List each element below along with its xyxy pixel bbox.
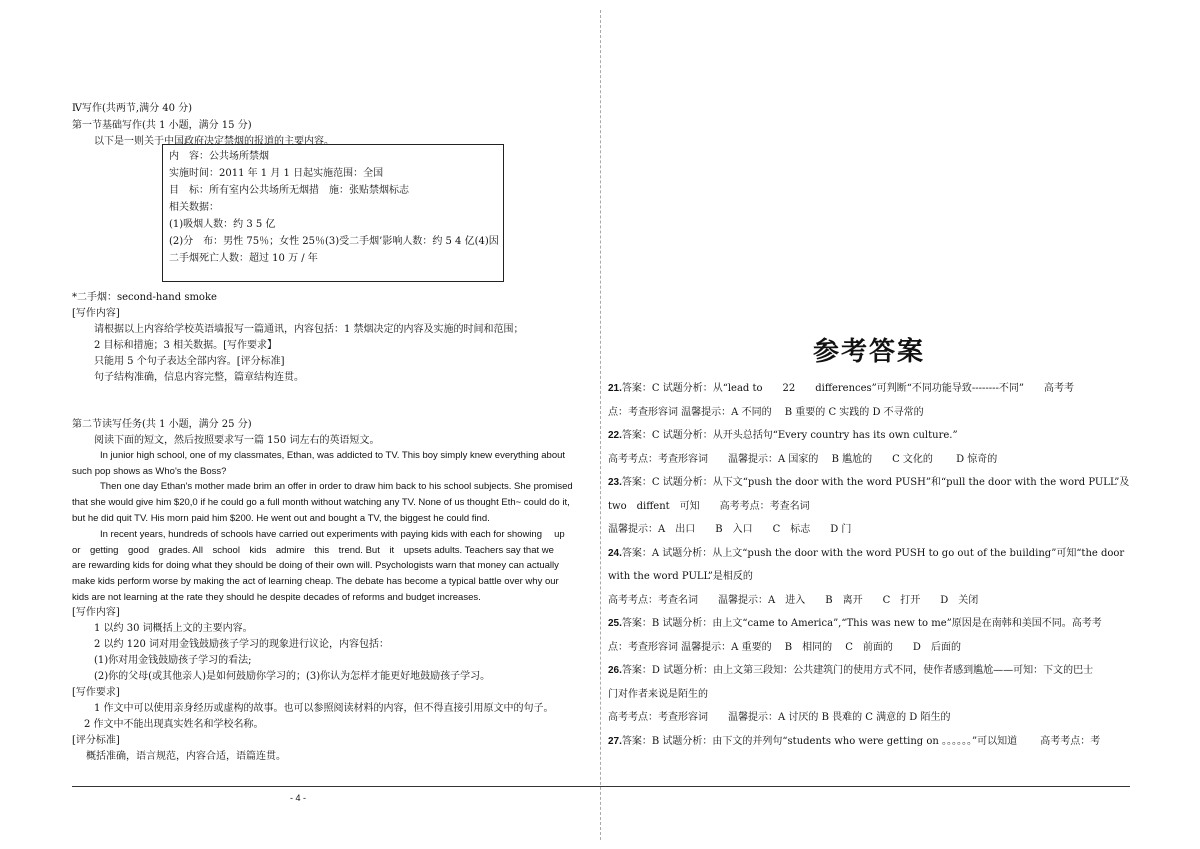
answer-text: 高考考点：考查形容词 温馨提示：A 国家的 B 尴尬的 C 文化的 D 惊奇的 bbox=[608, 453, 998, 465]
answer-text: 答案：C 试题分析：从“lead to 22 differences”可判断“不同功能导致--------不同” 高考考 bbox=[621, 383, 1075, 394]
scoring-line: 概括准确，语言规范，内容合适，语篇连贯。 bbox=[86, 751, 286, 762]
answer-line bbox=[608, 612, 1130, 635]
answer-text: 高考考点：考查名词 温馨提示：A 进入 B 离开 C 打开 D 关闭 bbox=[608, 594, 979, 606]
page-number: - 4 - bbox=[290, 793, 307, 803]
footnote: *二手烟：second-hand smoke bbox=[72, 292, 217, 303]
answer-text: 答案：B 试题分析：由上文“came to America”,“This was new to me”原因是在南韩和美国不同。高考考 bbox=[621, 618, 1102, 629]
passage-line: such pop shows as Who's the Boss? bbox=[72, 466, 227, 477]
box-line: 实施时间：2011 年 1 月 1 日起实施范围：全国 bbox=[169, 168, 384, 179]
passage-line: In junior high school, one of my classmates, Ethan, was addicted to TV. This boy simply knew everything about bbox=[100, 450, 566, 461]
answer-line bbox=[608, 589, 1130, 612]
requirement-line: 2 作文中不能出现真实姓名和学校名称。 bbox=[84, 719, 264, 730]
passage-line: make kids perform worse by making the act of learning cheap. The debate has become a typical battle over why our bbox=[72, 576, 559, 587]
passage-line: In recent years, hundreds of schools have carried out experiments with paying kids with each for showing up bbox=[100, 529, 565, 540]
answer-title: 参考答案 bbox=[812, 337, 925, 367]
column-divider bbox=[600, 10, 601, 840]
answer-line bbox=[608, 565, 1130, 588]
answer-line bbox=[608, 706, 1130, 729]
content-item: 1 以约 30 词概括上文的主要内容。 bbox=[94, 623, 253, 634]
scoring-label: [评分标准] bbox=[72, 735, 120, 746]
box-line: 目 标：所有室内公共场所无烟措 施：张贴禁烟标志 bbox=[169, 185, 409, 196]
content-line: 请根据以上内容给学校英语墙报写一篇通讯，内容包括：1 禁烟决定的内容及实施的时间和范围； bbox=[94, 324, 524, 335]
box-line: 二手烟死亡人数：超过 10 万 / 年 bbox=[169, 253, 318, 264]
content-item: (1)你对用金钱鼓励孩子学习的看法; bbox=[94, 655, 252, 666]
box-line: (1)吸烟人数：约 3 5 亿 bbox=[169, 219, 276, 230]
answer-line bbox=[608, 636, 1130, 659]
passage-line: or getting good grades. All school kids admire this trend. But it upsets adults. Teachers say that we bbox=[72, 545, 554, 556]
answer-text: 点：考查形容词 温馨提示：A 不同的 B 重要的 C 实践的 D 不寻常的 bbox=[608, 406, 924, 418]
answer-number: 23. bbox=[608, 477, 622, 488]
answer-text: 答案：D 试题分析：由上文第三段知：公共建筑门的使用方式不同，使作者感到尴尬——可知：下文的巴士 bbox=[621, 665, 1094, 676]
answer-line bbox=[608, 495, 1130, 518]
answer-number: 24. bbox=[608, 547, 622, 559]
answer-line bbox=[608, 471, 1130, 494]
part2-title: 第二节读写任务(共 1 小题，满分 25 分) bbox=[72, 419, 252, 430]
answer-text: 答案：A 试题分析：从上文“push the door with the word PUSH to go out of the building”可知“the door bbox=[621, 547, 1125, 559]
answer-text: with the word PULL”是相反的 bbox=[608, 571, 753, 582]
answer-line bbox=[608, 401, 1130, 424]
content-item: (2)你的父母(或其他亲人)是如何鼓励你学习的；(3)你认为怎样才能更好地鼓励孩子学习。 bbox=[94, 671, 491, 682]
requirement-line: 1 作文中可以使用亲身经历或虚构的故事。也可以参照阅读材料的内容，但不得直接引用原文中的句子。 bbox=[94, 703, 554, 714]
scoring-line: 句子结构准确，信息内容完整，篇章结构连贯。 bbox=[94, 372, 304, 383]
content-line: 2 目标和措施；3 相关数据。[写作要求】 bbox=[94, 340, 277, 351]
answer-text: 答案：C 试题分析：从下文“push the door with the word PUSH”和“pull the door with the word PULL”及 bbox=[621, 477, 1130, 488]
requirement-label: [写作要求] bbox=[72, 687, 120, 698]
answer-text: two diffent 可知 高考考点：考查名词 bbox=[608, 500, 810, 512]
passage-line: Then one day Ethan's mother made brim an offer in order to draw him back to his school subjects. She promised bbox=[100, 481, 573, 492]
answer-number: 25. bbox=[608, 618, 622, 629]
answer-text: 门对作者来说是陌生的 bbox=[608, 688, 708, 700]
answer-line bbox=[608, 542, 1130, 565]
section-title: Ⅳ写作(共两节,满分 40 分) bbox=[72, 103, 193, 114]
answer-text: 答案：C 试题分析：从开头总括句“Every country has its own culture.” bbox=[621, 430, 958, 441]
part1-title: 第一节基础写作(共 1 小题，满分 15 分) bbox=[72, 120, 252, 131]
passage-line: are rewarding kids for doing what they should be doing of their own will. Psychologists warn that money can actually bbox=[72, 560, 559, 571]
answer-line bbox=[608, 448, 1130, 471]
content-label: [写作内容] bbox=[72, 607, 120, 618]
passage-line: but he did quit TV. His morn paid him $200. He went out and bought a TV, the biggest he could find. bbox=[72, 513, 490, 524]
answer-number: 27. bbox=[608, 735, 622, 747]
answer-number: 21. bbox=[608, 383, 622, 394]
answer-line bbox=[608, 730, 1130, 753]
part2-intro: 阅读下面的短文，然后按照要求写一篇 150 词左右的英语短文。 bbox=[94, 435, 380, 446]
answer-text: 高考考点：考查形容词 温馨提示：A 讨厌的 B 畏难的 C 满意的 D 陌生的 bbox=[608, 712, 951, 723]
answer-line bbox=[608, 518, 1130, 541]
part1-intro: 以下是一则关于中国政府决定禁烟的报道的主要内容。 bbox=[94, 136, 334, 147]
answer-line bbox=[608, 683, 1130, 706]
passage-line: kids are not learning at the rate they should he despite decades of reforms and budget increases. bbox=[72, 592, 481, 603]
answer-line bbox=[608, 377, 1130, 400]
box-line: 相关数据： bbox=[169, 202, 219, 213]
passage-line: that she would give him $20,0 if he could go a full month without watching any TV. None of us thought Eth~ could do it, bbox=[72, 497, 570, 508]
answer-text: 温馨提示：A 出口 B 入口 C 标志 D 门 bbox=[608, 524, 852, 535]
content-label: [写作内容] bbox=[72, 308, 120, 319]
footer-line bbox=[72, 786, 1130, 787]
answer-number: 26. bbox=[608, 665, 622, 676]
answer-line bbox=[608, 659, 1130, 682]
box-line: 内 容：公共场所禁烟 bbox=[169, 151, 269, 162]
answer-number: 22. bbox=[608, 430, 622, 441]
answer-text: 点：考查形容词 温馨提示：A 重要的 B 相同的 C 前面的 D 后面的 bbox=[608, 641, 961, 653]
content-item: 2 以约 120 词对用金钱鼓励孩子学习的现象进行议论，内容包括： bbox=[94, 639, 389, 650]
info-box bbox=[162, 144, 504, 282]
answer-text: 答案：B 试题分析：由下文的并列句“students who were getting on 。。。。。。”可以知道 高考考点：考 bbox=[621, 735, 1101, 747]
requirement-line: 只能用 5 个句子表达全部内容。[评分标准] bbox=[94, 356, 285, 367]
answer-line bbox=[608, 424, 1130, 447]
box-line: (2)分 布：男性 75％；女性 25％(3)受二手烟’影响人数：约 5 4 亿(4)因 bbox=[169, 236, 499, 247]
